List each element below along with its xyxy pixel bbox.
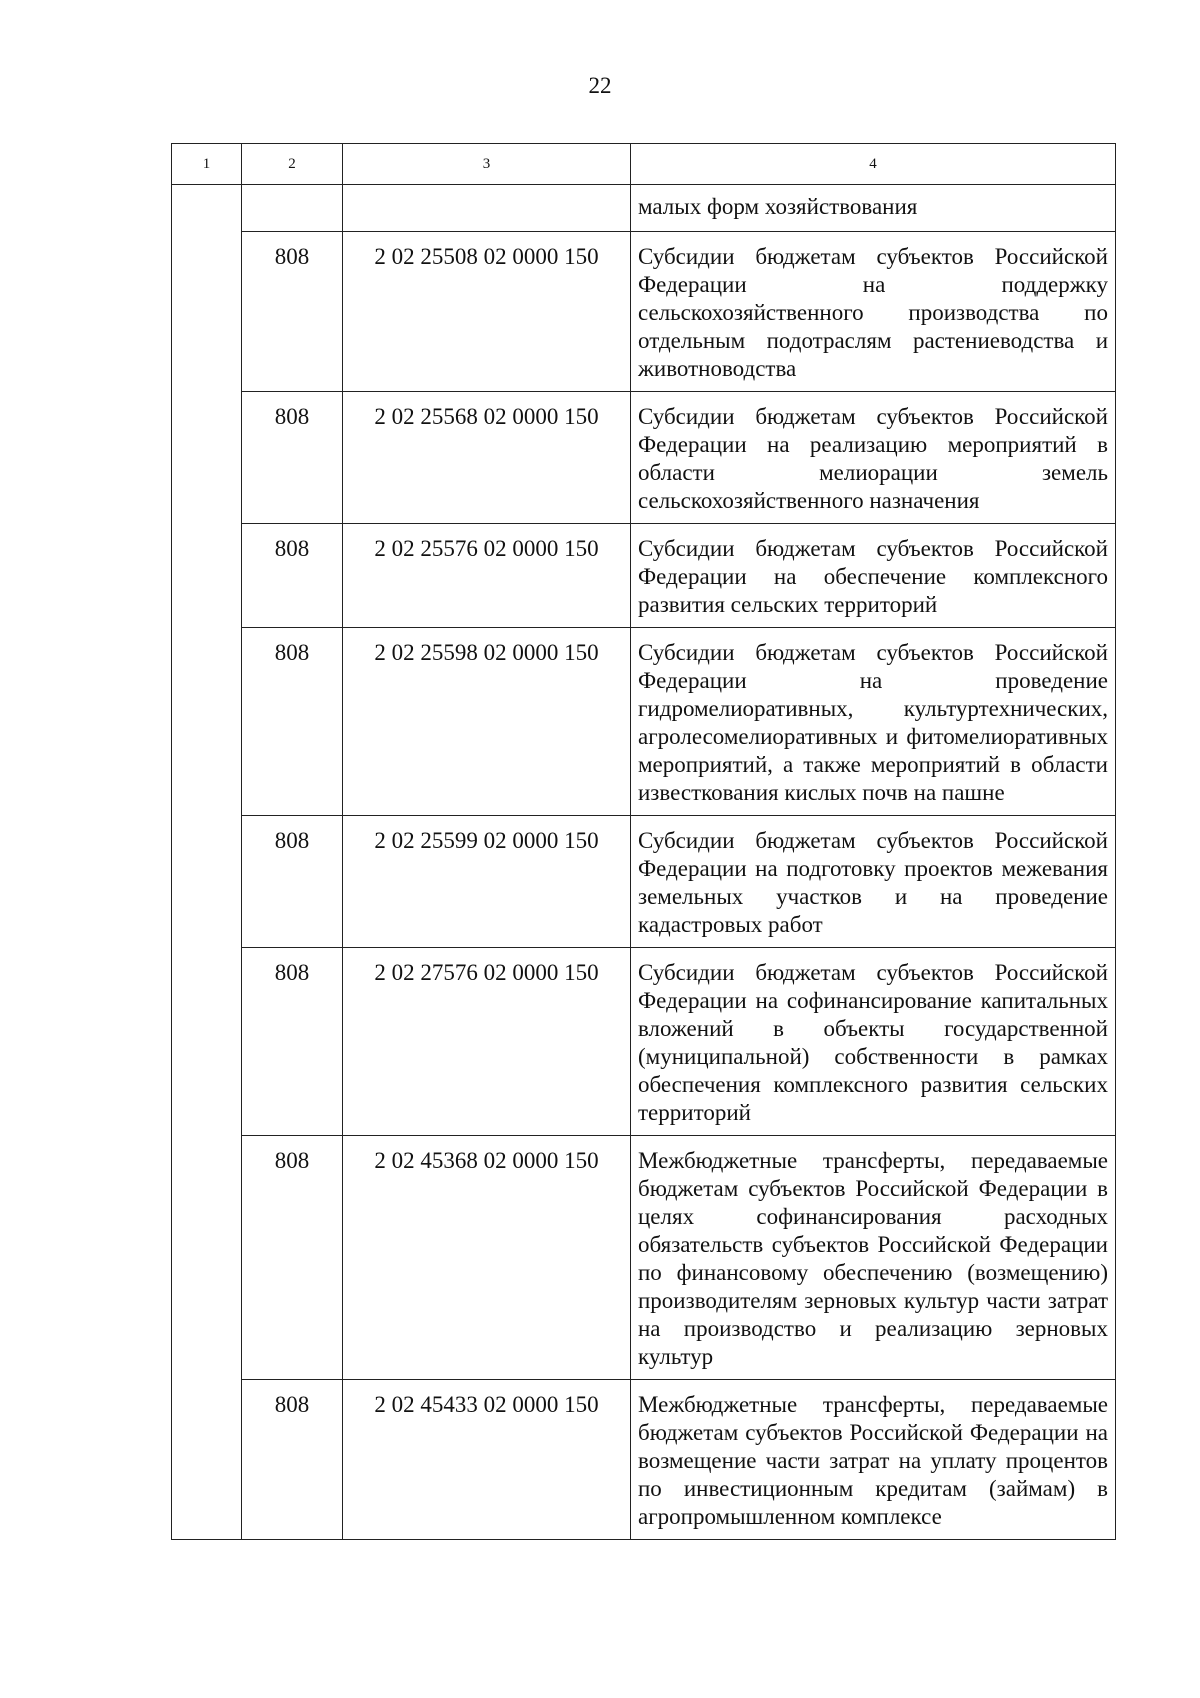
revenue-code-cell: 2 02 25599 02 0000 150 <box>343 816 631 948</box>
table-row <box>172 1136 1116 1380</box>
admin-code-cell: 808 <box>242 948 343 1136</box>
column-header-3: 3 <box>343 144 631 185</box>
revenue-code-cell: 2 02 27576 02 0000 150 <box>343 948 631 1136</box>
admin-code-cell <box>242 185 343 232</box>
column-number-header-row <box>172 144 1116 185</box>
revenue-name-cell: Межбюджетные трансферты, передаваемые бюджетам субъектов Российской Федерации в целях софинансирования расходных обязательств субъектов Российской Федерации по финансовому обеспечению (возмещению) производителям зерновых культур части затрат на производство и реализацию зерновых культур <box>631 1136 1116 1380</box>
revenue-name-cell: Межбюджетные трансферты, передаваемые бюджетам субъектов Российской Федерации на возмещение части затрат на уплату процентов по инвестиционным кредитам (займам) в агропромышленном комплексе <box>631 1380 1116 1540</box>
column-header-4: 4 <box>631 144 1116 185</box>
table-row <box>172 232 1116 392</box>
revenue-name-cell: малых форм хозяйствования <box>631 185 1116 232</box>
revenue-code-cell: 2 02 25576 02 0000 150 <box>343 524 631 628</box>
revenue-name-cell: Субсидии бюджетам субъектов Российской Федерации на подготовку проектов межевания земельных участков и на проведение кадастровых работ <box>631 816 1116 948</box>
revenue-name-cell: Субсидии бюджетам субъектов Российской Федерации на обеспечение комплексного развития сельских территорий <box>631 524 1116 628</box>
revenue-name-cell: Субсидии бюджетам субъектов Российской Федерации на софинансирование капитальных вложений в объекты государственной (муниципальной) собственности в рамках обеспечения комплексного развития сельских территорий <box>631 948 1116 1136</box>
admin-code-cell: 808 <box>242 1380 343 1540</box>
table-row-continuation <box>172 185 1116 232</box>
page-number: 22 <box>588 73 612 98</box>
table-row <box>172 1380 1116 1540</box>
admin-code-cell: 808 <box>242 816 343 948</box>
column-header-1: 1 <box>172 144 242 185</box>
admin-code-cell: 808 <box>242 524 343 628</box>
revenue-code-cell: 2 02 25508 02 0000 150 <box>343 232 631 392</box>
budget-code-table <box>171 143 1116 1540</box>
column-1-cell <box>172 185 242 1540</box>
revenue-name-cell: Субсидии бюджетам субъектов Российской Федерации на поддержку сельскохозяйственного производства по отдельным подотраслям растениеводства и животноводства <box>631 232 1116 392</box>
revenue-code-cell: 2 02 25598 02 0000 150 <box>343 628 631 816</box>
revenue-code-cell: 2 02 45433 02 0000 150 <box>343 1380 631 1540</box>
revenue-name-cell: Субсидии бюджетам субъектов Российской Федерации на проведение гидромелиоративных, культуртехнических, агролесомелиоративных и фитомелиоративных мероприятий, а также мероприятий в области известкования кислых почв на пашне <box>631 628 1116 816</box>
revenue-code-cell <box>343 185 631 232</box>
table-row <box>172 628 1116 816</box>
admin-code-cell: 808 <box>242 628 343 816</box>
revenue-code-cell: 2 02 25568 02 0000 150 <box>343 392 631 524</box>
revenue-name-cell: Субсидии бюджетам субъектов Российской Федерации на реализацию мероприятий в области мелиорации земель сельскохозяйственного назначения <box>631 392 1116 524</box>
admin-code-cell: 808 <box>242 392 343 524</box>
table-row <box>172 816 1116 948</box>
table-row <box>172 948 1116 1136</box>
revenue-code-cell: 2 02 45368 02 0000 150 <box>343 1136 631 1380</box>
table-row <box>172 392 1116 524</box>
admin-code-cell: 808 <box>242 232 343 392</box>
column-header-2: 2 <box>242 144 343 185</box>
table-row <box>172 524 1116 628</box>
admin-code-cell: 808 <box>242 1136 343 1380</box>
